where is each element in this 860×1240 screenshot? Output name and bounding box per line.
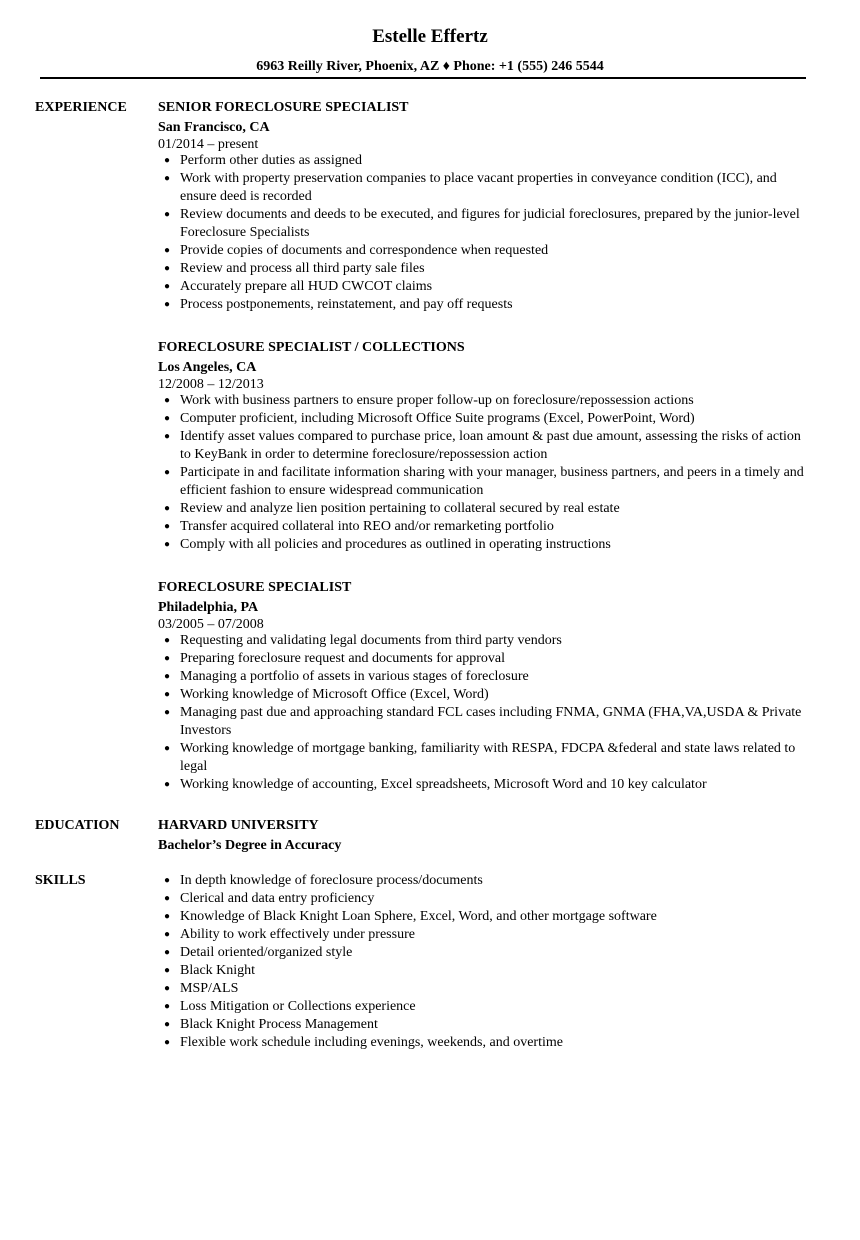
bullet-icon: ● <box>164 467 171 478</box>
bullet-icon: ● <box>164 155 171 166</box>
bullet-icon: ● <box>164 779 171 790</box>
bullet-icon: ● <box>164 671 171 682</box>
bullet-icon: ● <box>164 635 171 646</box>
bullet-icon: ● <box>164 743 171 754</box>
bullet-icon: ● <box>164 299 171 310</box>
job-title: SENIOR FORECLOSURE SPECIALIST <box>158 100 409 115</box>
list-item: ● Participate in and facilitate information sharing with your manager, business partners, and peers in a timely and efficient fashion to ensure widespread communication <box>164 465 804 498</box>
list-item: ● Working knowledge of Microsoft Office (Excel, Word) <box>164 687 489 702</box>
list-item: ● Work with property preservation companies to place vacant properties in conveyance condition (ICC), and ensure deed is recorded <box>164 171 777 204</box>
list-item: ● Black Knight <box>164 963 256 978</box>
job-dates: 01/2014 – present <box>158 137 259 152</box>
list-item: ● Clerical and data entry proficiency <box>164 891 375 906</box>
list-item: ● Computer proficient, including Microsoft Office Suite programs (Excel, PowerPoint, Word) <box>164 411 695 426</box>
bullet-icon: ● <box>164 413 171 424</box>
bullet-icon: ● <box>164 893 171 904</box>
list-item: ● In depth knowledge of foreclosure process/documents <box>164 873 483 888</box>
list-item: ● Flexible work schedule including evenings, weekends, and overtime <box>164 1035 563 1050</box>
list-item: ● Provide copies of documents and correspondence when requested <box>164 243 549 258</box>
job-duties <box>158 392 810 554</box>
bullet-icon: ● <box>164 209 171 220</box>
job-entry <box>158 99 810 314</box>
bullet-icon: ● <box>164 983 171 994</box>
job-entry <box>158 579 810 794</box>
list-item: ● Perform other duties as assigned <box>164 153 362 168</box>
job-location: San Francisco, CA <box>158 120 270 135</box>
list-item: ● Black Knight Process Management <box>164 1017 378 1032</box>
list-item: ● Ability to work effectively under pressure <box>164 927 415 942</box>
header-divider <box>40 77 806 79</box>
skills-list <box>158 872 810 1052</box>
bullet-icon: ● <box>164 689 171 700</box>
bullet-icon: ● <box>164 539 171 550</box>
bullet-icon: ● <box>164 911 171 922</box>
list-item: ● Work with business partners to ensure proper follow-up on foreclosure/repossession actions <box>164 393 694 408</box>
bullet-icon: ● <box>164 431 171 442</box>
job-duties <box>158 632 810 794</box>
list-item: ● Review documents and deeds to be executed, and figures for judicial foreclosures, prepared by the junior-level Foreclosure Specialists <box>164 207 800 240</box>
list-item: ● Working knowledge of accounting, Excel spreadsheets, Microsoft Word and 10 key calculator <box>164 777 707 792</box>
job-entry <box>158 339 810 554</box>
bullet-icon: ● <box>164 503 171 514</box>
list-item: ● Knowledge of Black Knight Loan Sphere, Excel, Word, and other mortgage software <box>164 909 657 924</box>
list-item: ● Loss Mitigation or Collections experience <box>164 999 416 1014</box>
bullet-icon: ● <box>164 281 171 292</box>
job-title: FORECLOSURE SPECIALIST / COLLECTIONS <box>158 340 465 355</box>
education-heading: EDUCATION <box>35 818 120 833</box>
bullet-icon: ● <box>164 875 171 886</box>
bullet-icon: ● <box>164 707 171 718</box>
bullet-icon: ● <box>164 929 171 940</box>
list-item: ● Identify asset values compared to purchase price, loan amount & past due amount, assessing the risks of action to KeyBank in order to determine foreclosure/repossession action <box>164 429 801 462</box>
list-item: ● MSP/ALS <box>164 981 239 996</box>
bullet-icon: ● <box>164 245 171 256</box>
experience-list <box>158 99 810 819</box>
list-item: ● Managing a portfolio of assets in various stages of foreclosure <box>164 669 529 684</box>
list-item: ● Comply with all policies and procedures as outlined in operating instructions <box>164 537 611 552</box>
list-item: ● Working knowledge of mortgage banking, familiarity with RESPA, FDCPA &federal and state laws related to legal <box>164 741 796 774</box>
bullet-icon: ● <box>164 521 171 532</box>
bullet-icon: ● <box>164 1019 171 1030</box>
job-dates: 03/2005 – 07/2008 <box>158 617 264 632</box>
contact-line: 6963 Reilly River, Phoenix, AZ ♦ Phone: +1 (555) 246 5544 <box>256 59 604 74</box>
list-item: ● Accurately prepare all HUD CWCOT claims <box>164 279 433 294</box>
list-item: ● Review and process all third party sale files <box>164 261 425 276</box>
list-item: ● Managing past due and approaching standard FCL cases including FNMA, GNMA (FHA,VA,USDA & Private Investors <box>164 705 802 738</box>
list-item: ● Requesting and validating legal documents from third party vendors <box>164 633 562 648</box>
bullet-icon: ● <box>164 653 171 664</box>
list-item: ● Preparing foreclosure request and documents for approval <box>164 651 505 666</box>
bullet-icon: ● <box>164 947 171 958</box>
list-item: ● Review and analyze lien position pertaining to collateral secured by real estate <box>164 501 620 516</box>
job-location: Philadelphia, PA <box>158 600 259 615</box>
job-location: Los Angeles, CA <box>158 360 257 375</box>
bullet-icon: ● <box>164 173 171 184</box>
list-item: ● Process postponements, reinstatement, and pay off requests <box>164 297 513 312</box>
bullet-icon: ● <box>164 395 171 406</box>
bullet-icon: ● <box>164 1037 171 1048</box>
list-item: ● Detail oriented/organized style <box>164 945 353 960</box>
candidate-name: Estelle Effertz <box>372 26 488 47</box>
education-entry <box>158 817 810 855</box>
skills-items <box>158 872 810 1052</box>
experience-heading: EXPERIENCE <box>35 100 127 115</box>
bullet-icon: ● <box>164 263 171 274</box>
school-name: HARVARD UNIVERSITY <box>158 818 319 833</box>
skills-heading: SKILLS <box>35 873 86 888</box>
list-item: ● Transfer acquired collateral into REO and/or remarketing portfolio <box>164 519 554 534</box>
bullet-icon: ● <box>164 965 171 976</box>
degree-name: Bachelor’s Degree in Accuracy <box>158 838 342 853</box>
job-title: FORECLOSURE SPECIALIST <box>158 580 352 595</box>
job-duties <box>158 152 810 314</box>
bullet-icon: ● <box>164 1001 171 1012</box>
job-dates: 12/2008 – 12/2013 <box>158 377 264 392</box>
